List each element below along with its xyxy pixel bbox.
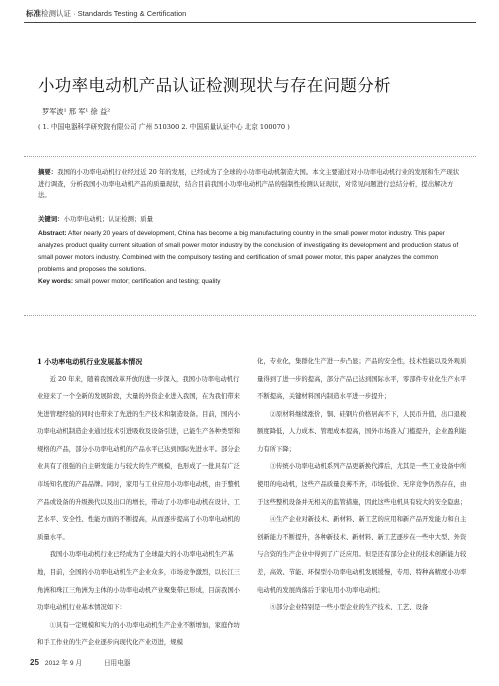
section-heading: 1 小功率电动机行业发展基本情况	[37, 357, 143, 366]
paragraph: ④生产企业对新技术、新材料、新工艺的应用和新产品开发能力和自主创新能力不断提升，各种新技术、新材料、新工艺逐步在一些中大型、外资与合资的生产企业中得到了广泛应用。但是还有部分企业的技术创新能力较差，高效、节能、环保型小功率电动机发展缓慢，专用、特种高精度小功率电动机的发展尚落后于家电用小功率电动机；	[257, 516, 467, 594]
page-number: 25	[30, 658, 39, 667]
divider-top	[24, 156, 476, 157]
journal-section-header	[26, 8, 186, 19]
abstract-label: 摘要：	[38, 168, 58, 176]
abstract-en	[38, 228, 462, 276]
body-column-right	[257, 353, 467, 617]
article-title: 小功率电动机产品认证检测现状与存在问题分析	[38, 76, 391, 95]
abstract-en-label: Abstract:	[38, 230, 67, 237]
paragraph: 化，专业化，集群化生产进一步凸显；产品的安全性，技术性能以及外观质量得到了进一步的提高，部分产品已达到国际水平，零部件专业化生产水平不断提高，关键材料国内制造水平进一步提升；	[257, 358, 467, 401]
abstract-cn	[38, 167, 462, 202]
paragraph: 近 20 年来，随着我国改革开放的进一步深入，我国小功率电动机行业迎来了一个全新的发展阶段，大量的外资企业进入我国，在为我们带来先进管理经验的同时也带来了先进的生产技术和制造设备。目前，国内小功率电动机制造企业通过技术引进吸收及设备引进，已能生产各种类型和规格的产品，部分小功率电动机的产品水平已达到国际先进水平。部分企业具有了很强的自主研发能力与较大的生产规模，也形成了一批具有广泛市场知名度的产品品牌。同时，家用与工业应用小功率电动机，由于整机产品或设备的升级换代以及出口的增长，带动了小功率电动机在设计、工艺水平、安全性、性能方面的不断提高，从而逐步提高了小功率电动机的质量水平。	[37, 375, 241, 541]
keywords-label: 关键词：	[38, 215, 64, 223]
affiliations: ( 1. 中国电器科学研究院有限公司 广州 510300 2. 中国质量认证中心 北京 100070 )	[38, 123, 290, 131]
abstract-text: 我国的小功率电动机行业经过近 20 年的发展，已经成为了全球的小功率电动机制造大国。本文主要通过对小功率电动机行业的发展和生产现状进行调查，分析我国小功率电动机产品的质量现状，结合目前我国小功率电动机产品的强制性检测认证现状，对常见问题进行总结分析，提出解决方法。	[38, 168, 460, 200]
section-tag: 标准	[26, 9, 41, 18]
divider-bottom	[24, 315, 476, 316]
keywords-en	[38, 276, 462, 288]
keywords-cn	[38, 214, 462, 226]
section-title: 检测认证 · Standards Testing & Certification	[41, 9, 187, 18]
journal-name: 日用电器	[103, 660, 131, 667]
keywords-en-label: Key words:	[38, 278, 74, 285]
paragraph: ⑤部分企业特别是一些小型企业的生产技术、工艺、设备	[269, 604, 429, 612]
keywords-en-text: small power motor; certification and testing; quality	[74, 278, 221, 285]
paragraph: 我国小功率电动机行业已经成为了全球最大的小功率电动机生产基地，目前，全国的小功率电动机生产企业众多，市场竞争激烈，以长江三角洲和珠江三角洲为主体的小功率电动机产业聚集带已形成，目前我国小功率电动机行业基本情况如下：	[37, 551, 241, 612]
page-footer	[30, 657, 130, 667]
abstract-en-text: After nearly 20 years of development, China has become a big manufacturing country in the small power motor industry. This paper analyzes product quality current situation of small power motor industry by the conclusion of investigating its development and production status of small power motors industry. Combined with the compulsory testing and certification of small power motor, this paper analyzes the common problems and proposes the solutions.	[38, 230, 459, 273]
paragraph: ②原材料继续涨价，铜、硅钢片价格居高不下，人民币升值，出口退税额度降低，人力成本、管理成本提高，国外市场准入门槛提升，企业盈利能力有所下降；	[257, 410, 467, 453]
body-column-left	[37, 353, 244, 652]
authors: 罗军波¹ 邢 军¹ 徐 益²	[42, 107, 111, 116]
keywords-text: 小功率电动机；认证检测；质量	[63, 215, 154, 223]
paragraph: ①具有一定规模和实力的小功率电动机生产企业不断增加，家庭作坊和手工作业的生产企业逐步向现代化产业迈进，规模	[37, 621, 241, 647]
paragraph: ③传统小功率电动机系列产品更新换代滞后，尤其是一些工业设备中所使用的电动机，这些产品质量良莠不齐，市场低价、无序竞争仍然存在，由于这些整机设备并无相关的监管措施，因此这些电机具有较大的安全隐患；	[257, 463, 467, 506]
issue-date: 2012 年 9 月	[44, 660, 82, 667]
header-rule	[24, 22, 476, 23]
